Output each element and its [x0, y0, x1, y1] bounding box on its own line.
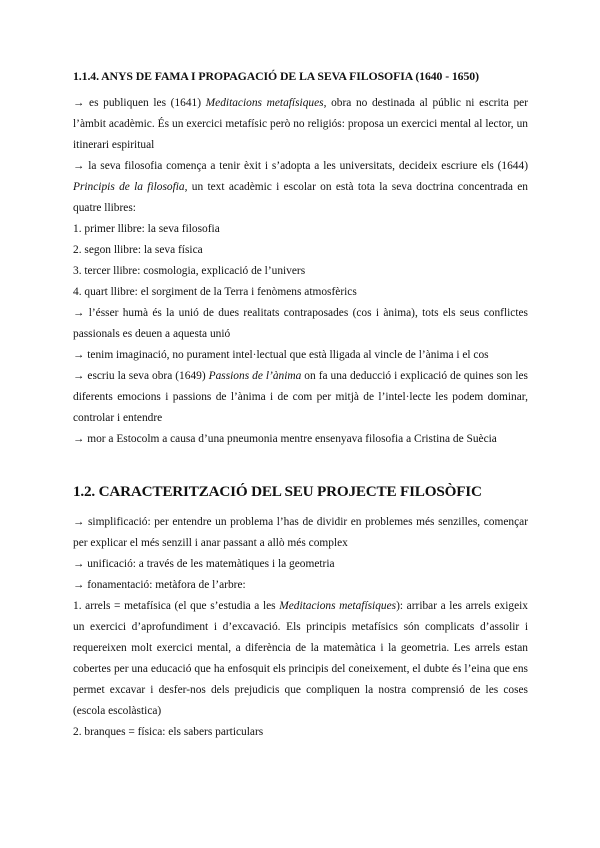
text-run: → la seva filosofia comença a tenir èxit i s’adopta a les universitats, decideix escriure els (1644) [73, 160, 528, 172]
paragraph-fonamentacio: → fonamentació: metàfora de l’arbre: [73, 579, 246, 591]
text-run: , obra no destinada al públic ni escrita per l’àmbit acadèmic. És un exercici metafísic però no religiós: proposa un exercici mental al lector, un itinerari espiritual [73, 97, 529, 151]
section-heading-1-2: 1.2. CARACTERITZACIÓ DEL SEU PROJECTE FILOSÒFIC [73, 483, 482, 500]
section-heading-1-1-4: 1.1.4. ANYS DE FAMA I PROPAGACIÓ DE LA SEVA FILOSOFIA (1640 - 1650) [73, 69, 479, 83]
paragraph-meditacions [73, 93, 528, 156]
list-item: 1. primer llibre: la seva filosofia [73, 223, 220, 235]
italic-title: Principis de la filosofia [73, 181, 185, 193]
italic-title: Meditacions metafísiques [205, 97, 324, 109]
paragraph-imaginacio: → tenim imaginació, no purament intel·lectual que està lligada al vincle de l’ànima i el cos [73, 349, 489, 361]
paragraph-esser-huma: → l’ésser humà és la unió de dues realitats contraposades (cos i ànima), tots els seus conflictes passionals es deuen a aquesta unió [73, 307, 528, 340]
italic-title: Meditacions metafísiques [279, 600, 397, 612]
paragraph-unificacio: → unificació: a través de les matemàtiques i la geometria [73, 558, 335, 570]
paragraph-principis [73, 156, 528, 219]
text-run: 1. arrels = metafísica (el que s’estudia a les [73, 600, 280, 612]
text-run: ): arribar a les arrels exigeix un exercici d’aprofundiment i d’excavació. Els principis metafísics són complicats d’assolir i requereixen molt exercici mental, a diferència de la matemàtica i la geometria. Les arrels estan cobertes per una educació que ha enfosquit els principis del coneixement, el dubte és l’eina que ens permet excavar i desfer-nos dels prejudicis que compliquen la nostra comprensió de les coses (escola escolàstica) [73, 600, 529, 717]
list-item: 3. tercer llibre: cosmologia, explicació de l’univers [73, 265, 306, 277]
text-run: on fa una deducció i explicació de quines son les diferents emocions i passions de l’ànima i de com per mitjà de l’intel·lecte les podem dominar, controlar i entendre [73, 370, 528, 424]
paragraph-branques: 2. branques = física: els sabers particulars [73, 726, 264, 738]
list-item: 2. segon llibre: la seva física [73, 244, 203, 256]
paragraph-arrels [73, 596, 528, 722]
italic-title: Passions de l’ànima [208, 370, 302, 382]
document-page [73, 66, 528, 743]
paragraph-mort: → mor a Estocolm a causa d’una pneumonia mentre ensenyava filosofia a Cristina de Suècia [73, 433, 497, 445]
paragraph-simplificacio: → simplificació: per entendre un problema l’has de dividir en problemes més senzilles, començar per explicar el més senzill i anar passant a allò més complex [73, 516, 528, 549]
text-run: → escriu la seva obra (1649) [73, 370, 209, 382]
text-run: , un text acadèmic i escolar on està tota la seva doctrina concentrada en quatre llibres: [73, 181, 528, 214]
paragraph-passions [73, 366, 528, 429]
list-item: 4. quart llibre: el sorgiment de la Terra i fenòmens atmosfèrics [73, 286, 357, 298]
text-run: → es publiquen les (1641) [73, 97, 206, 109]
